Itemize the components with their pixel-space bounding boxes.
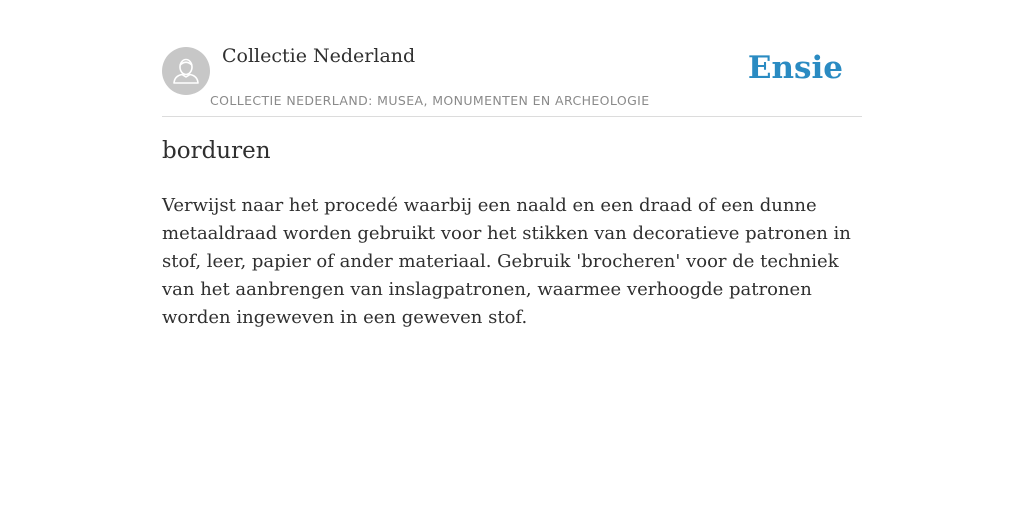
term-definition: Verwijst naar het procedé waarbij een naald en een draad of een dunne metaaldraad worden gebruikt voor het stikken van decoratieve patronen in stof, leer, papier of ander materiaal. Gebruik 'brocheren' voor de techniek van het aanbrengen van inslagpatronen, waarmee verhoogde patronen worden ingeweven in een geweven stof. <box>162 195 851 328</box>
ensie-logo[interactable]: Ensie <box>747 50 843 86</box>
author-avatar[interactable] <box>162 47 210 95</box>
author-subtitle: COLLECTIE NEDERLAND: MUSEA, MONUMENTEN EN ARCHEOLOGIE <box>210 93 650 108</box>
author-name-link[interactable]: Collectie Nederland <box>222 45 416 67</box>
term-title: borduren <box>162 138 271 164</box>
entry-header <box>162 40 862 117</box>
user-silhouette-icon <box>162 47 210 95</box>
